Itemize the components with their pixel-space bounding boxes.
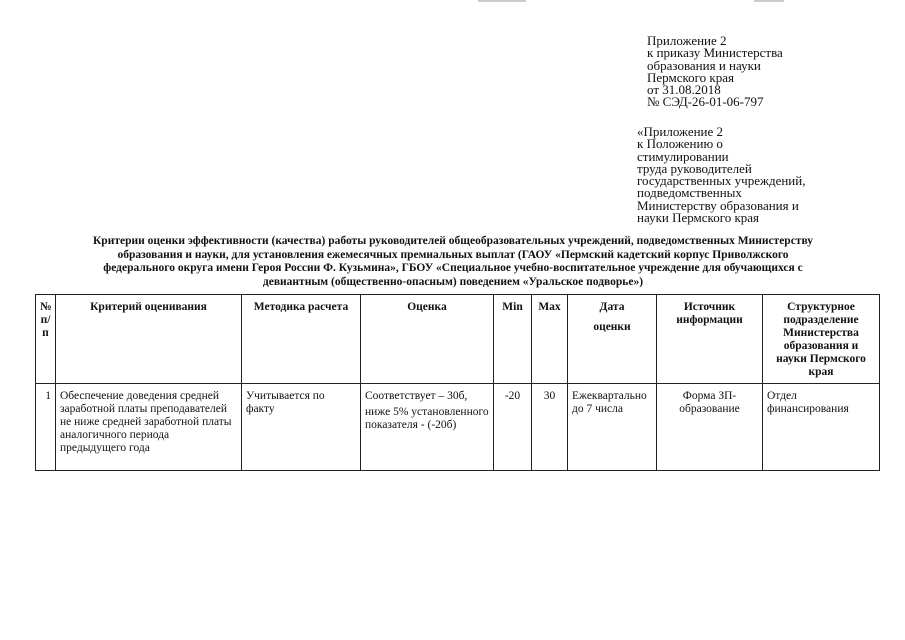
cell-criterion: Обеспечение доведения средней заработной платы преподавателей не ниже средней заработной платы аналогичного периода предыдущего года: [56, 384, 242, 471]
cell-score: [361, 384, 494, 471]
cell-date: Ежеквартально до 7 числа: [568, 384, 657, 471]
appendix-order-line: образования и науки: [647, 57, 761, 73]
appendix-regulation-line: государственных учреждений,: [637, 173, 806, 189]
header-num: № п/п: [36, 295, 56, 384]
title-line: федерального округа имени Героя России Ф. Кузьмина», ГБОУ «Специальное учебно-воспитательное учреждение для обучающихся с: [103, 262, 803, 274]
header-unit: Структурное подразделение Министерства образования и науки Пермского края: [763, 295, 880, 384]
score-fail: ниже 5% установленного показателя - (-20б): [365, 406, 489, 431]
header-date: [568, 295, 657, 384]
appendix-regulation-block: [637, 126, 805, 224]
appendix-regulation-line: «Приложение 2: [637, 124, 724, 139]
header-date-line1: Дата: [599, 301, 625, 313]
appendix-order-line: Приложение 2: [647, 33, 727, 48]
appendix-regulation-line: подведомственных: [637, 185, 742, 201]
appendix-order-line: № СЭД-26-01-06-797: [647, 94, 764, 110]
cell-unit: Отдел финансирования: [763, 384, 880, 471]
header-criterion: Критерий оценивания: [56, 295, 242, 384]
appendix-regulation-line: стимулировании: [637, 148, 729, 164]
appendix-regulation-line: Министерству образования и: [637, 197, 799, 213]
header-max: Max: [532, 295, 568, 384]
appendix-regulation-line: труда руководителей: [637, 160, 752, 176]
appendix-order-block: [647, 35, 783, 109]
title-line: Критерии оценки эффективности (качества) работы руководителей общеобразовательных учреждений, подведомственных Министерству: [92, 235, 814, 247]
scan-artifact: [754, 0, 784, 2]
score-pass: Соответствует – 30б,: [365, 390, 468, 402]
header-date-line2: оценки: [593, 321, 631, 333]
cell-source: Форма ЗП-образование: [657, 384, 763, 471]
cell-max: 30: [532, 384, 568, 471]
header-source: Источник информации: [657, 295, 763, 384]
cell-method: Учитывается по факту: [242, 384, 361, 471]
appendix-order-line: Пермского края: [647, 69, 734, 85]
document-title: [20, 235, 886, 289]
cell-min: -20: [494, 384, 532, 471]
header-min: Min: [494, 295, 532, 384]
scan-artifact: [478, 0, 526, 2]
cell-num: 1: [36, 384, 56, 471]
appendix-regulation-line: к Положению о: [637, 136, 723, 152]
title-line: девиантным (общественно-опасным) поведением «Уральское подворье»): [262, 275, 644, 288]
table-header-row: [36, 295, 880, 384]
title-line: образования и науки, для установления ежемесячных премиальных выплат (ГАОУ «Пермский кадетский корпус Приволжского: [117, 248, 789, 261]
appendix-order-line: к приказу Министерства: [647, 45, 783, 61]
appendix-regulation-line: науки Пермского края: [637, 210, 760, 226]
criteria-table: [35, 294, 880, 471]
table-row: [36, 384, 880, 471]
header-score: Оценка: [361, 295, 494, 384]
header-method: Методика расчета: [242, 295, 361, 384]
appendix-order-line: от 31.08.2018: [647, 82, 721, 98]
